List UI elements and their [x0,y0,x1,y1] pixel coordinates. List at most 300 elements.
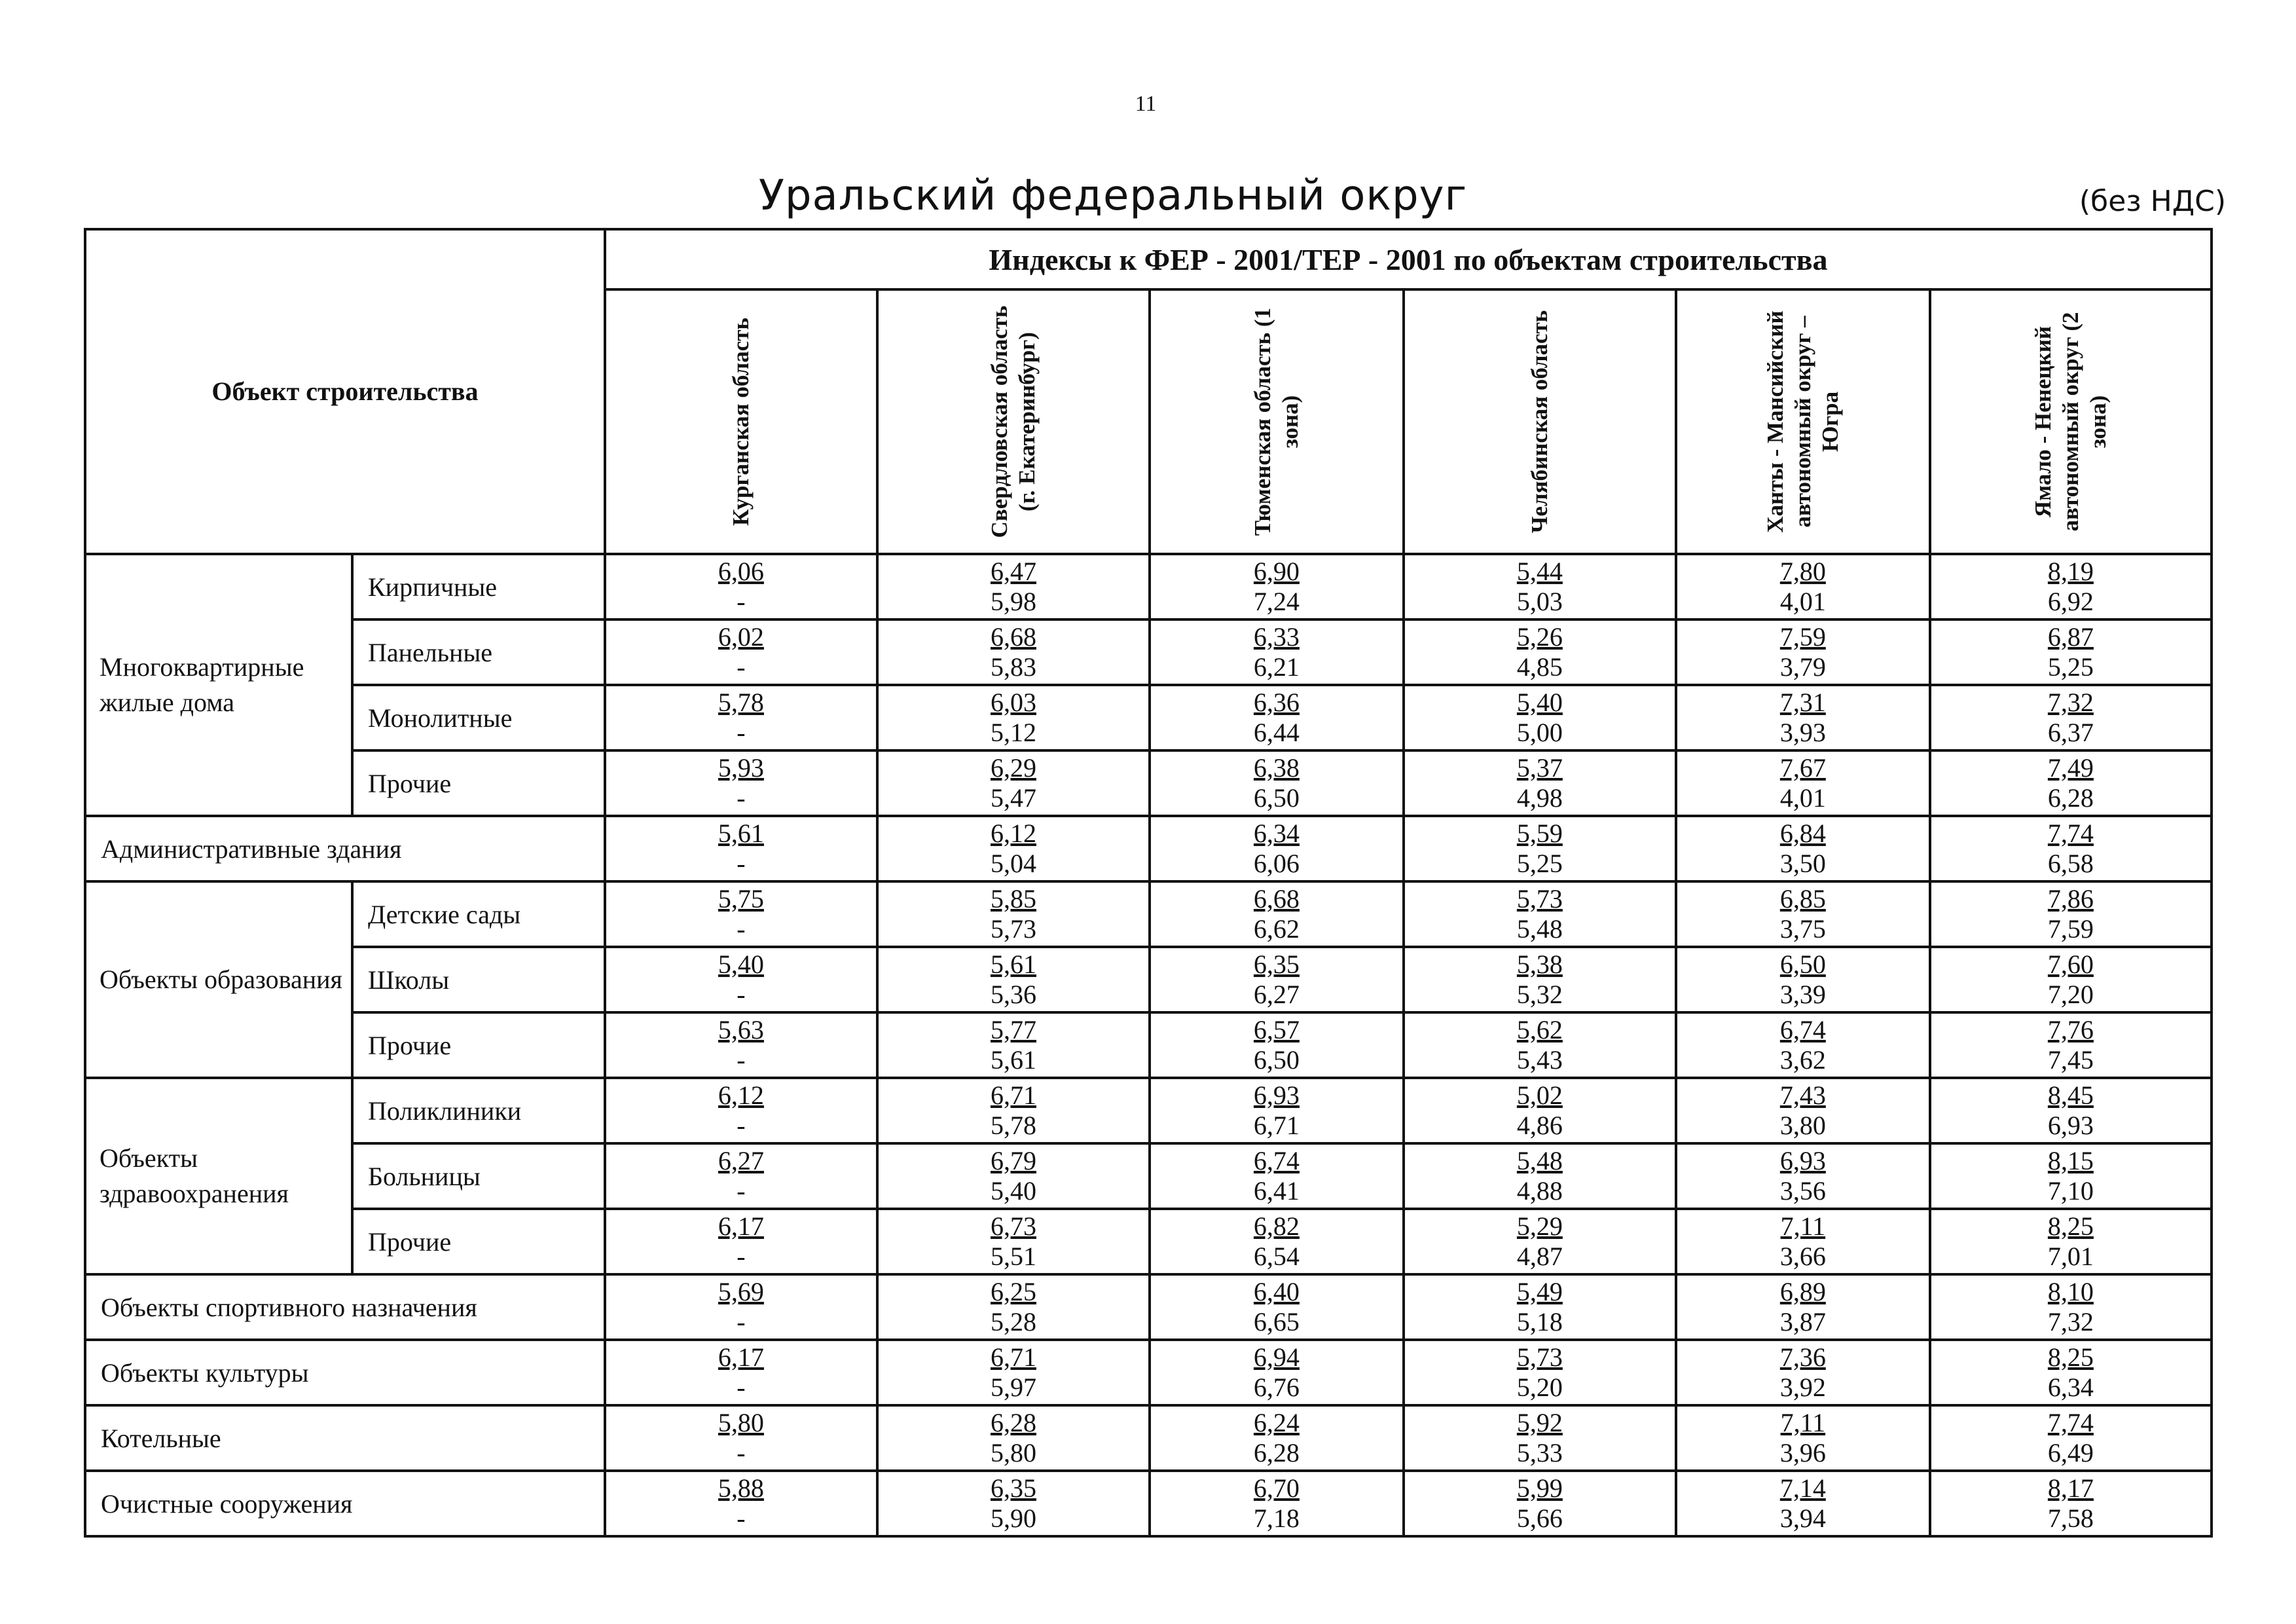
table-row [85,1471,2212,1536]
index-cell [1150,1471,1404,1536]
index-ter-value: 5,20 [1516,1373,1563,1402]
index-fer-value: 6,47 [990,557,1036,586]
index-cell [1404,1012,1676,1078]
index-cell [1676,1274,1930,1340]
index-fer-value: 8,25 [2047,1211,2094,1241]
index-cell [877,619,1150,685]
header-row-top [85,229,2212,289]
index-cell [1404,1471,1676,1536]
index-fer-value: 6,94 [1253,1342,1300,1372]
index-fer-value: 6,70 [1253,1473,1300,1503]
index-cell [1676,1471,1930,1536]
index-fer-value: 6,17 [718,1211,764,1241]
index-fer-value: 6,89 [1779,1277,1826,1306]
index-ter-value: 6,76 [1253,1373,1300,1402]
index-fer-value: 5,49 [1516,1277,1563,1306]
index-ter-value: 5,61 [990,1045,1036,1075]
index-ter-value: 5,97 [990,1373,1036,1402]
index-fer-value: 6,79 [990,1146,1036,1175]
index-ter-value: 3,93 [1779,718,1826,747]
index-cell [1150,881,1404,947]
index-cell [605,881,877,947]
region-label: Ямало - Ненецкий автономный округ (2 зона) [2030,312,2111,532]
index-fer-value: 7,11 [1780,1408,1826,1437]
index-ter-value: 5,40 [990,1176,1036,1206]
index-fer-value: 6,85 [1779,884,1826,913]
index-ter-value: 7,45 [2047,1045,2094,1075]
index-ter-value: 3,87 [1779,1307,1826,1337]
index-cell [1676,881,1930,947]
index-cell [1150,1405,1404,1471]
index-fer-value: 6,12 [990,819,1036,848]
index-fer-value: 6,40 [1253,1277,1300,1306]
index-cell [1676,685,1930,750]
index-ter-value: - [737,1111,746,1140]
index-cell [1404,1405,1676,1471]
index-ter-value: 5,28 [990,1307,1036,1337]
region-header-kurgan [605,289,877,554]
index-fer-value: 7,67 [1779,753,1826,783]
index-ter-value: - [737,1307,746,1337]
index-cell [877,554,1150,619]
index-ter-value: - [737,1504,746,1533]
region-label: Свердловская область (г. Екатеринбург) [986,305,1040,538]
index-cell [1676,554,1930,619]
indices-header: Индексы к ФЕР - 2001/ТЕР - 2001 по объектам строительства [605,229,2212,289]
index-fer-value: 5,26 [1516,622,1563,652]
region-label: Курганская область [727,318,754,526]
index-ter-value: 6,41 [1253,1176,1300,1206]
index-fer-value: 7,49 [2047,753,2094,783]
index-cell [1150,947,1404,1012]
index-ter-value: 5,90 [990,1504,1036,1533]
index-ter-value: 3,66 [1779,1242,1826,1271]
index-ter-value: 5,33 [1516,1438,1563,1467]
index-cell [877,881,1150,947]
index-cell [605,1078,877,1143]
index-ter-value: 5,36 [990,980,1036,1009]
index-ter-value: 3,56 [1779,1176,1826,1206]
index-fer-value: 7,80 [1779,557,1826,586]
index-cell [605,1012,877,1078]
index-fer-value: 6,74 [1779,1015,1826,1044]
index-cell [1150,619,1404,685]
index-ter-value: 5,51 [990,1242,1036,1271]
index-cell [1930,816,2212,881]
index-cell [1930,1078,2212,1143]
index-fer-value: 6,28 [990,1408,1036,1437]
index-fer-value: 8,45 [2047,1080,2094,1110]
region-header-khmao [1676,289,1930,554]
index-fer-value: 7,11 [1780,1211,1826,1241]
object-label: Очистные сооружения [85,1471,605,1536]
index-fer-value: 5,73 [1516,1342,1563,1372]
index-ter-value: 5,47 [990,783,1036,813]
index-cell [1930,750,2212,816]
index-cell [877,816,1150,881]
index-cell [877,1078,1150,1143]
index-cell [877,1012,1150,1078]
index-fer-value: 5,73 [1516,884,1563,913]
subtype-label: Монолитные [352,685,605,750]
index-ter-value: 5,80 [990,1438,1036,1467]
index-ter-value: 5,12 [990,718,1036,747]
index-fer-value: 6,68 [990,622,1036,652]
index-ter-value: 7,32 [2047,1307,2094,1337]
index-cell [1404,750,1676,816]
index-cell [1404,1209,1676,1274]
index-ter-value: 4,01 [1779,783,1826,813]
index-cell [1930,947,2212,1012]
index-cell [1930,1274,2212,1340]
region-header-sverdlovsk [877,289,1150,554]
index-fer-value: 5,69 [718,1277,764,1306]
index-cell [1404,1274,1676,1340]
index-cell [1404,554,1676,619]
index-ter-value: 5,32 [1516,980,1563,1009]
index-cell [605,1471,877,1536]
index-fer-value: 7,43 [1779,1080,1826,1110]
index-cell [1930,881,2212,947]
index-fer-value: 6,90 [1253,557,1300,586]
region-header-yanao [1930,289,2212,554]
index-cell [605,1274,877,1340]
index-cell [1404,947,1676,1012]
index-cell [1404,1340,1676,1405]
index-cell [877,750,1150,816]
index-fer-value: 5,77 [990,1015,1036,1044]
index-ter-value: 3,80 [1779,1111,1826,1140]
index-fer-value: 7,14 [1779,1473,1826,1503]
table-row [85,750,2212,816]
index-ter-value: - [737,1373,746,1402]
index-ter-value: 3,75 [1779,914,1826,944]
table-row [85,685,2212,750]
region-header-chelyabinsk [1404,289,1676,554]
index-cell [1676,1012,1930,1078]
subtype-label: Больницы [352,1143,605,1209]
index-fer-value: 6,35 [1253,950,1300,979]
index-fer-value: 8,15 [2047,1146,2094,1175]
index-ter-value: 5,73 [990,914,1036,944]
index-ter-value: 5,78 [990,1111,1036,1140]
index-cell [877,947,1150,1012]
table-row [85,816,2212,881]
index-cell [877,1340,1150,1405]
index-fer-value: 6,03 [990,688,1036,717]
index-fer-value: 5,40 [718,950,764,979]
index-cell [605,947,877,1012]
index-fer-value: 5,62 [1516,1015,1563,1044]
page-title: Уральский федеральный округ [758,172,1468,220]
index-cell [1676,1340,1930,1405]
index-fer-value: 7,31 [1779,688,1826,717]
index-fer-value: 8,19 [2047,557,2094,586]
index-cell [1930,1340,2212,1405]
object-label: Административные здания [85,816,605,881]
index-ter-value: 5,18 [1516,1307,1563,1337]
index-fer-value: 7,36 [1779,1342,1826,1372]
index-cell [1150,1274,1404,1340]
index-fer-value: 6,12 [718,1080,764,1110]
index-ter-value: 4,86 [1516,1111,1563,1140]
index-fer-value: 6,02 [718,622,764,652]
index-ter-value: 5,03 [1516,587,1563,616]
object-label: Котельные [85,1405,605,1471]
index-cell [1150,1078,1404,1143]
index-ter-value: 3,79 [1779,652,1826,682]
index-ter-value: - [737,1176,746,1206]
index-fer-value: 5,80 [718,1408,764,1437]
index-ter-value: 6,62 [1253,914,1300,944]
index-ter-value: - [737,1045,746,1075]
region-label: Тюменская область (1 зона) [1249,307,1303,536]
index-ter-value: - [737,718,746,747]
subtype-label: Прочие [352,1012,605,1078]
index-ter-value: - [737,1242,746,1271]
index-fer-value: 6,71 [990,1080,1036,1110]
index-fer-value: 5,40 [1516,688,1563,717]
index-cell [605,750,877,816]
index-ter-value: 4,85 [1516,652,1563,682]
index-ter-value: 7,58 [2047,1504,2094,1533]
index-cell [1676,816,1930,881]
vat-note: (без НДС) [2079,185,2226,218]
index-ter-value: 6,28 [1253,1438,1300,1467]
index-fer-value: 7,76 [2047,1015,2094,1044]
index-cell [1150,554,1404,619]
index-cell [1676,1209,1930,1274]
index-fer-value: 5,44 [1516,557,1563,586]
index-ter-value: 6,65 [1253,1307,1300,1337]
index-fer-value: 6,25 [990,1277,1036,1306]
index-cell [1930,1471,2212,1536]
index-cell [877,1274,1150,1340]
index-cell [1930,1143,2212,1209]
index-cell [877,1143,1150,1209]
index-ter-value: 6,92 [2047,587,2094,616]
index-ter-value: 7,59 [2047,914,2094,944]
index-fer-value: 6,24 [1253,1408,1300,1437]
index-cell [1676,750,1930,816]
index-cell [605,816,877,881]
index-ter-value: - [737,652,746,682]
index-ter-value: 5,00 [1516,718,1563,747]
index-fer-value: 6,93 [1779,1146,1826,1175]
index-fer-value: 5,88 [718,1473,764,1503]
index-ter-value: 6,50 [1253,1045,1300,1075]
index-fer-value: 5,63 [718,1015,764,1044]
index-fer-value: 5,02 [1516,1080,1563,1110]
table-row [85,947,2212,1012]
index-ter-value: 5,43 [1516,1045,1563,1075]
page-number: 11 [1135,92,1157,116]
object-label: Объекты культуры [85,1340,605,1405]
index-cell [1404,816,1676,881]
index-fer-value: 7,59 [1779,622,1826,652]
index-ter-value: 6,37 [2047,718,2094,747]
index-fer-value: 6,06 [718,557,764,586]
index-cell [605,1143,877,1209]
index-ter-value: 5,04 [990,849,1036,878]
index-cell [605,1405,877,1471]
object-header: Объект строительства [85,229,605,554]
index-cell [877,1209,1150,1274]
index-ter-value: 3,94 [1779,1504,1826,1533]
table-row [85,881,2212,947]
index-cell [1404,1078,1676,1143]
index-fer-value: 5,99 [1516,1473,1563,1503]
index-cell [1930,1012,2212,1078]
index-fer-value: 7,60 [2047,950,2094,979]
group-label: Объекты здравоохранения [85,1078,352,1274]
index-fer-value: 6,71 [990,1342,1036,1372]
index-fer-value: 8,25 [2047,1342,2094,1372]
table-row [85,1274,2212,1340]
index-ter-value: 5,25 [2047,652,2094,682]
index-fer-value: 6,27 [718,1146,764,1175]
table-row [85,554,2212,619]
index-fer-value: 8,10 [2047,1277,2094,1306]
index-ter-value: 5,66 [1516,1504,1563,1533]
group-label: Объекты образования [85,881,352,1078]
index-cell [1150,685,1404,750]
subtype-label: Прочие [352,1209,605,1274]
index-cell [1676,619,1930,685]
group-label: Многоквартирные жилые дома [85,554,352,816]
index-ter-value: 7,01 [2047,1242,2094,1271]
region-label: Ханты - Мансийский автономный округ – Югра [1762,310,1843,533]
subtype-label: Кирпичные [352,554,605,619]
index-ter-value: 3,96 [1779,1438,1826,1467]
index-cell [605,1340,877,1405]
index-ter-value: - [737,980,746,1009]
index-fer-value: 6,35 [990,1473,1036,1503]
index-cell [1150,750,1404,816]
index-fer-value: 8,17 [2047,1473,2094,1503]
subtype-label: Поликлиники [352,1078,605,1143]
index-ter-value: 6,50 [1253,783,1300,813]
index-ter-value: 7,10 [2047,1176,2094,1206]
index-fer-value: 6,82 [1253,1211,1300,1241]
index-ter-value: 6,93 [2047,1111,2094,1140]
subtype-label: Детские сады [352,881,605,947]
index-cell [1404,685,1676,750]
index-fer-value: 6,34 [1253,819,1300,848]
index-ter-value: - [737,914,746,944]
index-fer-value: 5,93 [718,753,764,783]
indices-table [84,228,2213,1538]
index-fer-value: 6,57 [1253,1015,1300,1044]
index-cell [1404,1143,1676,1209]
index-cell [1150,1143,1404,1209]
index-fer-value: 6,68 [1253,884,1300,913]
table-row [85,1078,2212,1143]
index-cell [1930,1405,2212,1471]
table-row [85,1012,2212,1078]
index-fer-value: 6,93 [1253,1080,1300,1110]
subtype-label: Прочие [352,750,605,816]
index-cell [877,1471,1150,1536]
table-row [85,619,2212,685]
index-ter-value: 6,49 [2047,1438,2094,1467]
index-cell [1404,881,1676,947]
index-ter-value: 7,24 [1253,587,1300,616]
index-ter-value: 3,62 [1779,1045,1826,1075]
index-cell [1676,1078,1930,1143]
index-fer-value: 6,33 [1253,622,1300,652]
index-fer-value: 6,73 [990,1211,1036,1241]
index-cell [1930,685,2212,750]
index-ter-value: 4,01 [1779,587,1826,616]
index-ter-value: 6,06 [1253,849,1300,878]
subtype-label: Панельные [352,619,605,685]
index-ter-value: - [737,849,746,878]
index-ter-value: 3,92 [1779,1373,1826,1402]
index-fer-value: 5,78 [718,688,764,717]
index-fer-value: 5,48 [1516,1146,1563,1175]
table-row [85,1143,2212,1209]
index-cell [877,685,1150,750]
index-cell [1676,1405,1930,1471]
index-cell [1930,554,2212,619]
index-fer-value: 7,74 [2047,819,2094,848]
index-cell [605,685,877,750]
index-cell [605,1209,877,1274]
index-ter-value: 4,88 [1516,1176,1563,1206]
index-fer-value: 7,32 [2047,688,2094,717]
index-ter-value: - [737,1438,746,1467]
index-fer-value: 6,50 [1779,950,1826,979]
object-label: Объекты спортивного назначения [85,1274,605,1340]
index-cell [1150,816,1404,881]
index-ter-value: 7,18 [1253,1504,1300,1533]
index-fer-value: 5,61 [718,819,764,848]
index-fer-value: 6,17 [718,1342,764,1372]
index-cell [605,554,877,619]
index-fer-value: 6,87 [2047,622,2094,652]
index-fer-value: 6,29 [990,753,1036,783]
index-ter-value: 5,48 [1516,914,1563,944]
index-fer-value: 6,74 [1253,1146,1300,1175]
table-row [85,1405,2212,1471]
index-ter-value: 6,34 [2047,1373,2094,1402]
index-cell [877,1405,1150,1471]
index-fer-value: 6,84 [1779,819,1826,848]
index-fer-value: 5,37 [1516,753,1563,783]
table-row [85,1209,2212,1274]
index-fer-value: 6,36 [1253,688,1300,717]
index-ter-value: 7,20 [2047,980,2094,1009]
region-header-tyumen [1150,289,1404,554]
index-cell [1676,1143,1930,1209]
index-ter-value: - [737,783,746,813]
index-ter-value: 6,44 [1253,718,1300,747]
index-ter-value: 6,27 [1253,980,1300,1009]
index-ter-value: 4,87 [1516,1242,1563,1271]
index-fer-value: 5,85 [990,884,1036,913]
index-cell [1150,1209,1404,1274]
index-ter-value: 3,39 [1779,980,1826,1009]
index-fer-value: 5,75 [718,884,764,913]
index-cell [1930,619,2212,685]
index-ter-value: 6,58 [2047,849,2094,878]
index-ter-value: 3,50 [1779,849,1826,878]
index-ter-value: 5,83 [990,652,1036,682]
index-ter-value: - [737,587,746,616]
index-ter-value: 6,28 [2047,783,2094,813]
index-ter-value: 5,98 [990,587,1036,616]
